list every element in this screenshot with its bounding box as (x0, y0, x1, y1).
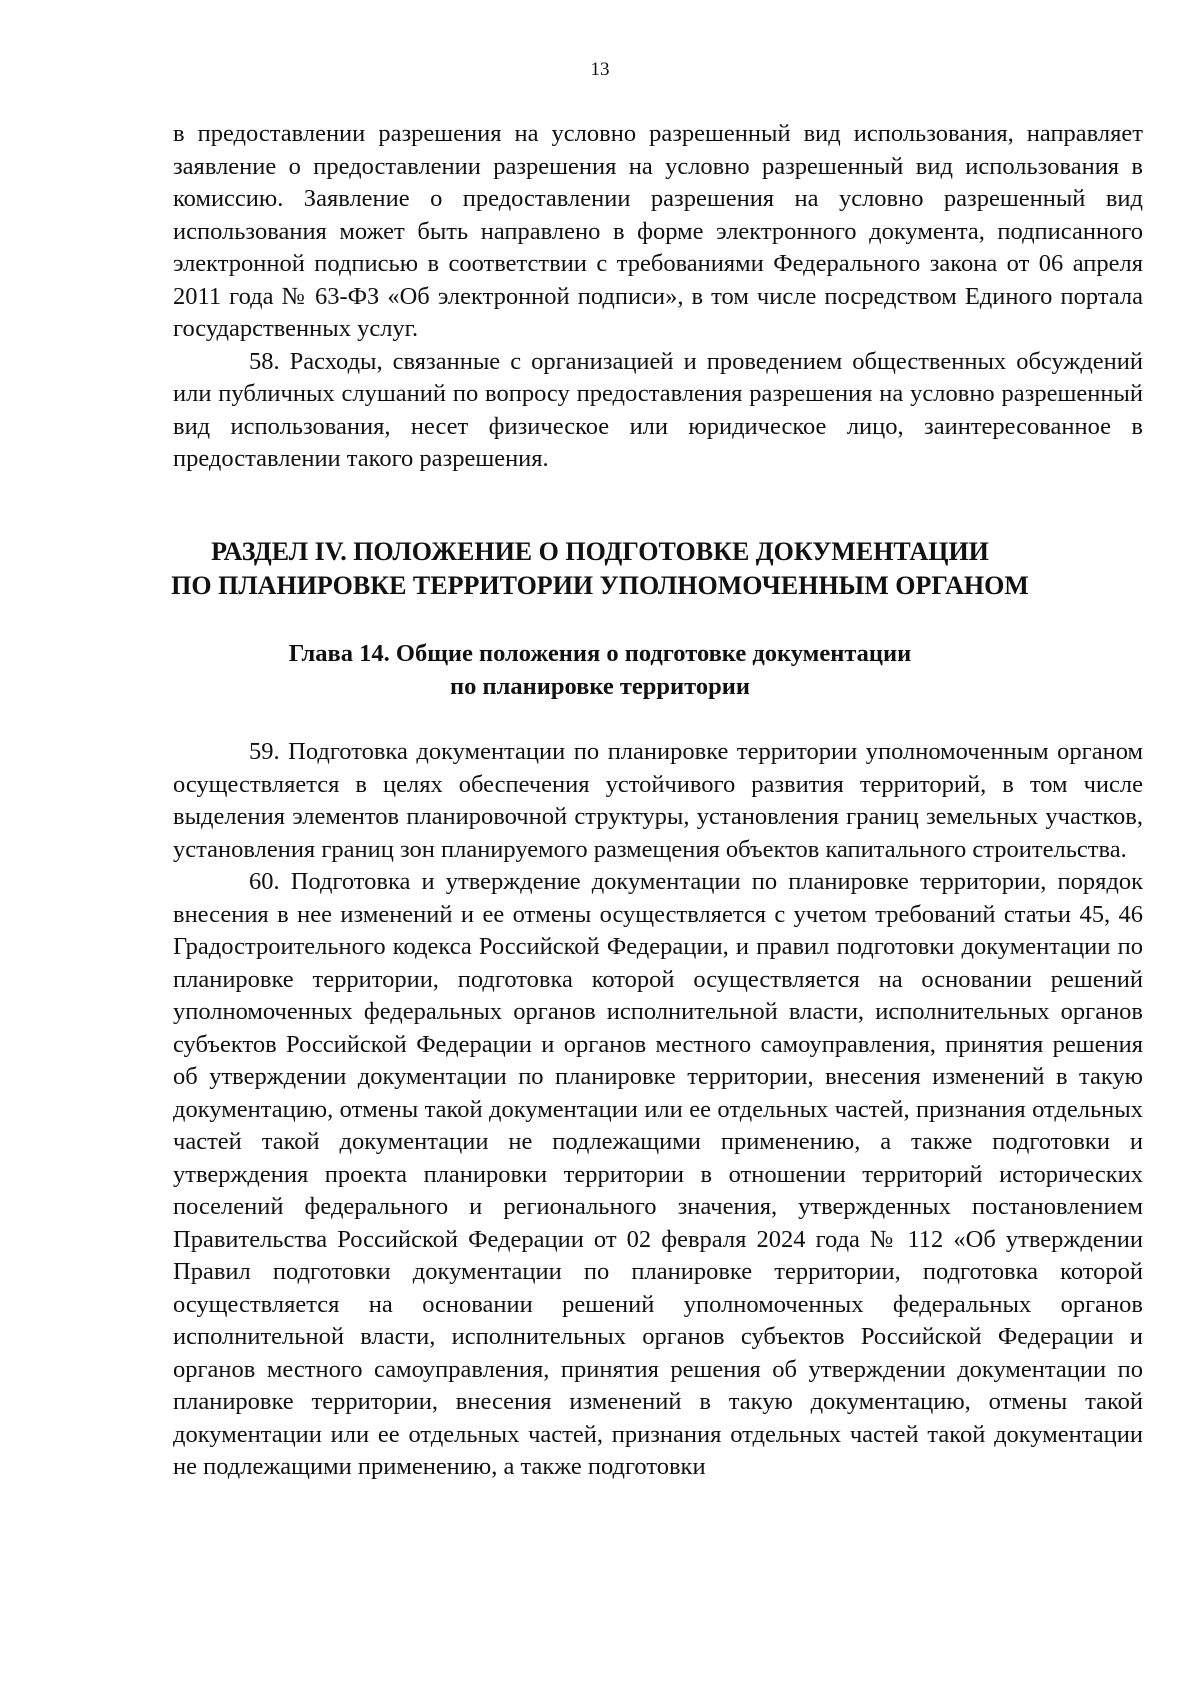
paragraph-58: 58. Расходы, связанные с организацией и проведением общественных обсуждений или публичных слушаний по вопросу предоставления разрешения на условно разрешенный вид использования, несет физическое или юридическое лицо, заинтересованное в предоставлении такого разрешения. (173, 347, 1143, 472)
paragraph-60: 60. Подготовка и утверждение документации по планировке территории, порядок внесения в нее изменений и ее отмены осуществляется с учетом требований статьи 45, 46 Градостроительного кодекса Российской Федерации, и правил подготовки документации по планировке территории, подготовка которой осуществляется на основании решений уполномоченных федеральных органов исполнительной власти, исполнительных органов субъектов Российской Федерации и органов местного самоуправления, принятия решения об утверждении документации по планировке территории, внесения изменений в такую документацию, отмены такой документации или ее отдельных частей, признания отдельных частей такой документации не подлежащими применению, а также подготовки и утверждения проекта планировки территории в отношении территорий исторических поселений федерального и регионального значения, утвержденных постановлением Правительства Российской Федерации от 02 февраля 2024 года № 112 «Об утверждении Правил подготовки документации по планировке территории, подготовка которой осуществляется на основании решений уполномоченных федеральных органов исполнительной власти, исполнительных органов субъектов Российской Федерации и органов местного самоуправления, принятия решения об утверждении документации по планировке территории, внесения изменений в такую документацию, отмены такой документации или ее отдельных частей, признания отдельных частей такой документации не подлежащими применению, а также подготовки (173, 868, 1143, 1480)
top-text-block (173, 118, 1143, 476)
section-heading-line-1: РАЗДЕЛ IV. ПОЛОЖЕНИЕ О ПОДГОТОВКЕ ДОКУМЕНТАЦИИ (211, 537, 989, 566)
bottom-text-block (173, 736, 1143, 1484)
chapter-heading-line-1: Глава 14. Общие положения о подготовке документации (288, 640, 912, 667)
section-heading (0, 535, 1200, 603)
section-heading-line-2: ПО ПЛАНИРОВКЕ ТЕРРИТОРИИ УПОЛНОМОЧЕННЫМ ОРГАНОМ (171, 571, 1029, 600)
chapter-heading (0, 637, 1200, 703)
chapter-heading-line-2: по планировке территории (450, 673, 750, 700)
page-number: 13 (590, 59, 610, 80)
continuation-paragraph: в предоставлении разрешения на условно разрешенный вид использования, направляет заявление о предоставлении разрешения на условно разрешенный вид использования в комиссию. Заявление о предоставлении разрешения на условно разрешенный вид использования может быть направлено в форме электронного документа, подписанного электронной подписью в соответствии с требованиями Федерального закона от 06 апреля 2011 года № 63-ФЗ «Об электронной подписи», в том числе посредством Единого портала государственных услуг. (173, 120, 1143, 342)
paragraph-59: 59. Подготовка документации по планировке территории уполномоченным органом осуществляется в целях обеспечения устойчивого развития территорий, в том числе выделения элементов планировочной структуры, установления границ земельных участков, установления границ зон планируемого размещения объектов капитального строительства. (173, 738, 1143, 863)
